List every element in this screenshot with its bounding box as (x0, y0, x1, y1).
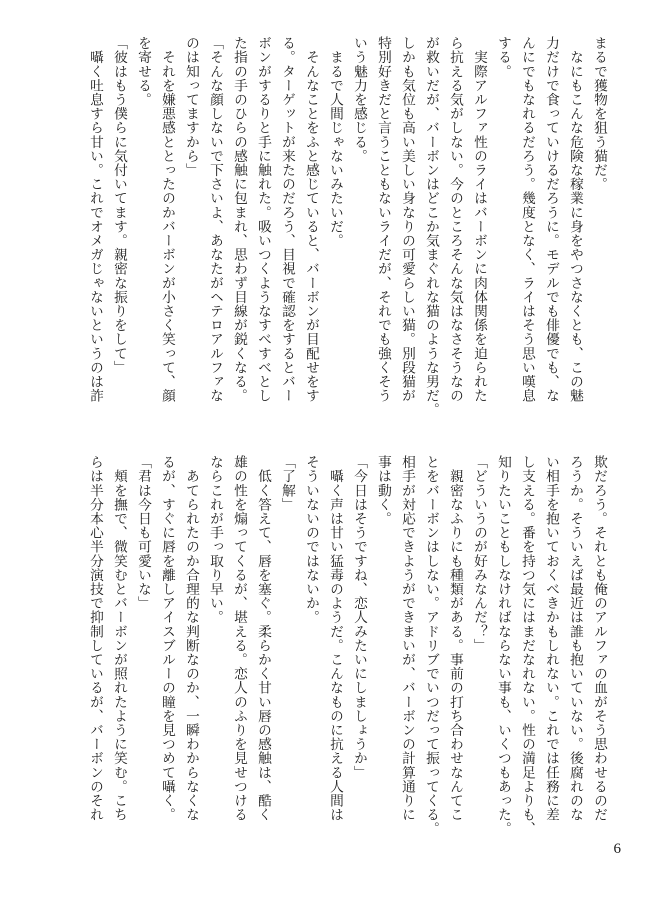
lower-text-block (31, 455, 611, 847)
text-column: ならこれが手っ取り早い。 (207, 455, 223, 625)
text-column: ボンがするりと手に触れた。吸いつくようなすべすべとし (255, 36, 271, 403)
text-column: ら抗える気がしない。今のところそんな気はなさそうなの (447, 36, 463, 403)
text-column: 親密なふりにも種類がある。事前の打ち合わせなんてこ (447, 455, 463, 822)
text-column: し支える。番を持つ気にはまだなれない。性の満足よりも、 (519, 455, 535, 836)
text-column: そんなことをふと感じていると、バーボンが目配せをす (303, 36, 319, 403)
text-column: を寄せる。 (135, 36, 151, 107)
text-column: まるで人間じゃないみたいだ。 (327, 36, 343, 248)
text-column: 力だけで食っていけるだろうに。モデルでも俳優でも、な (543, 36, 559, 403)
text-column: いう魅力を感じる。 (351, 36, 367, 163)
text-column: い相手を抱いておくべきかもしれない。これでは任務に差 (543, 455, 559, 822)
text-column: 「どういうのが好みなんだ？」 (471, 455, 487, 653)
text-column: 「了解」 (279, 455, 295, 512)
text-column: なにもこんな危険な稼業に身をやつさなくとも、この魅 (567, 36, 583, 403)
page-number: 6 (613, 841, 621, 857)
text-column: 「彼はもう僕らに気付いてます。親密な振りをして」 (111, 36, 127, 375)
text-column: 事は動く。 (375, 455, 391, 526)
text-column: るが、すぐに唇を離しアイスブルーの瞳を見つめて囁く。 (159, 455, 175, 822)
text-column: そういないのではないか。 (303, 455, 319, 625)
text-column: する。 (495, 36, 511, 79)
text-column: 相手が対応できようができまいが、バーボンの計算通りに (399, 455, 415, 822)
text-column: た指の手のひらの感触に包まれ、思わず目線が鋭くなる。 (231, 36, 247, 403)
text-column: 囁く吐息すら甘い。これでオメガじゃないというのは詐 (87, 36, 103, 403)
text-column: が救いだが、バーボンはどこか気まぐれな猫のような男だ。 (423, 36, 439, 417)
text-column: 欺だろう。それとも俺のアルファの血がそう思わせるのだ (591, 455, 607, 822)
text-column: まるで獲物を狙う猫だ。 (591, 36, 607, 192)
text-column: それを嫌悪感ととったのかバーボンが小さく笑って、顔 (159, 36, 175, 403)
text-column: 頬を撫で、微笑むとバーボンが照れたように笑む。こち (111, 455, 127, 822)
text-column: 雄の性を煽ってくるが、堪える。恋人のふりを見せつける (231, 455, 247, 822)
text-column: 低く答えて、唇を塞ぐ。柔らかく甘い唇の感触は、酷く (255, 455, 271, 822)
text-column: んにでもなれるだろう。幾度となく、ライはそう思い嘆息 (519, 36, 535, 403)
text-column: あてられたのか合理的な判断なのか、一瞬わからなくな (183, 455, 199, 822)
text-column: しかも気位も高い美しい身なりの可愛らしい猫。別段猫が (399, 36, 415, 403)
text-column: 囁く声は甘い猛毒のようだ。こんなものに抗える人間は (327, 455, 343, 822)
text-column: らは半分本心半分演技で抑制しているが、バーボンのそれ (87, 455, 103, 822)
text-column: 「そんな顔しないで下さいよ、あなたがヘテロアルファな (207, 36, 223, 403)
text-column: 「君は今日も可愛いな」 (135, 455, 151, 611)
text-column: のは知ってますから」 (183, 36, 199, 177)
text-column: る。ターゲットが来たのだろう、目視で確認をするとバー (279, 36, 295, 403)
text-column: ろうか。そういえば最近は誰も抱いていない。後腐れのな (567, 455, 583, 822)
upper-text-block (31, 36, 611, 428)
text-column: 「今日はそうですね、恋人みたいにしましょうか」 (351, 455, 367, 780)
text-column: とをバーボンはしない。アドリブでいつだって振ってくる。 (423, 455, 439, 836)
text-column: 知りたいこともしなければならない事も、いくつもあった。 (495, 455, 511, 836)
text-column: 実際アルファ性のライはバーボンに肉体関係を迫られた (471, 36, 487, 403)
text-column: 特別好きだと言うこともないライだが、それでも強くそう (375, 36, 391, 403)
